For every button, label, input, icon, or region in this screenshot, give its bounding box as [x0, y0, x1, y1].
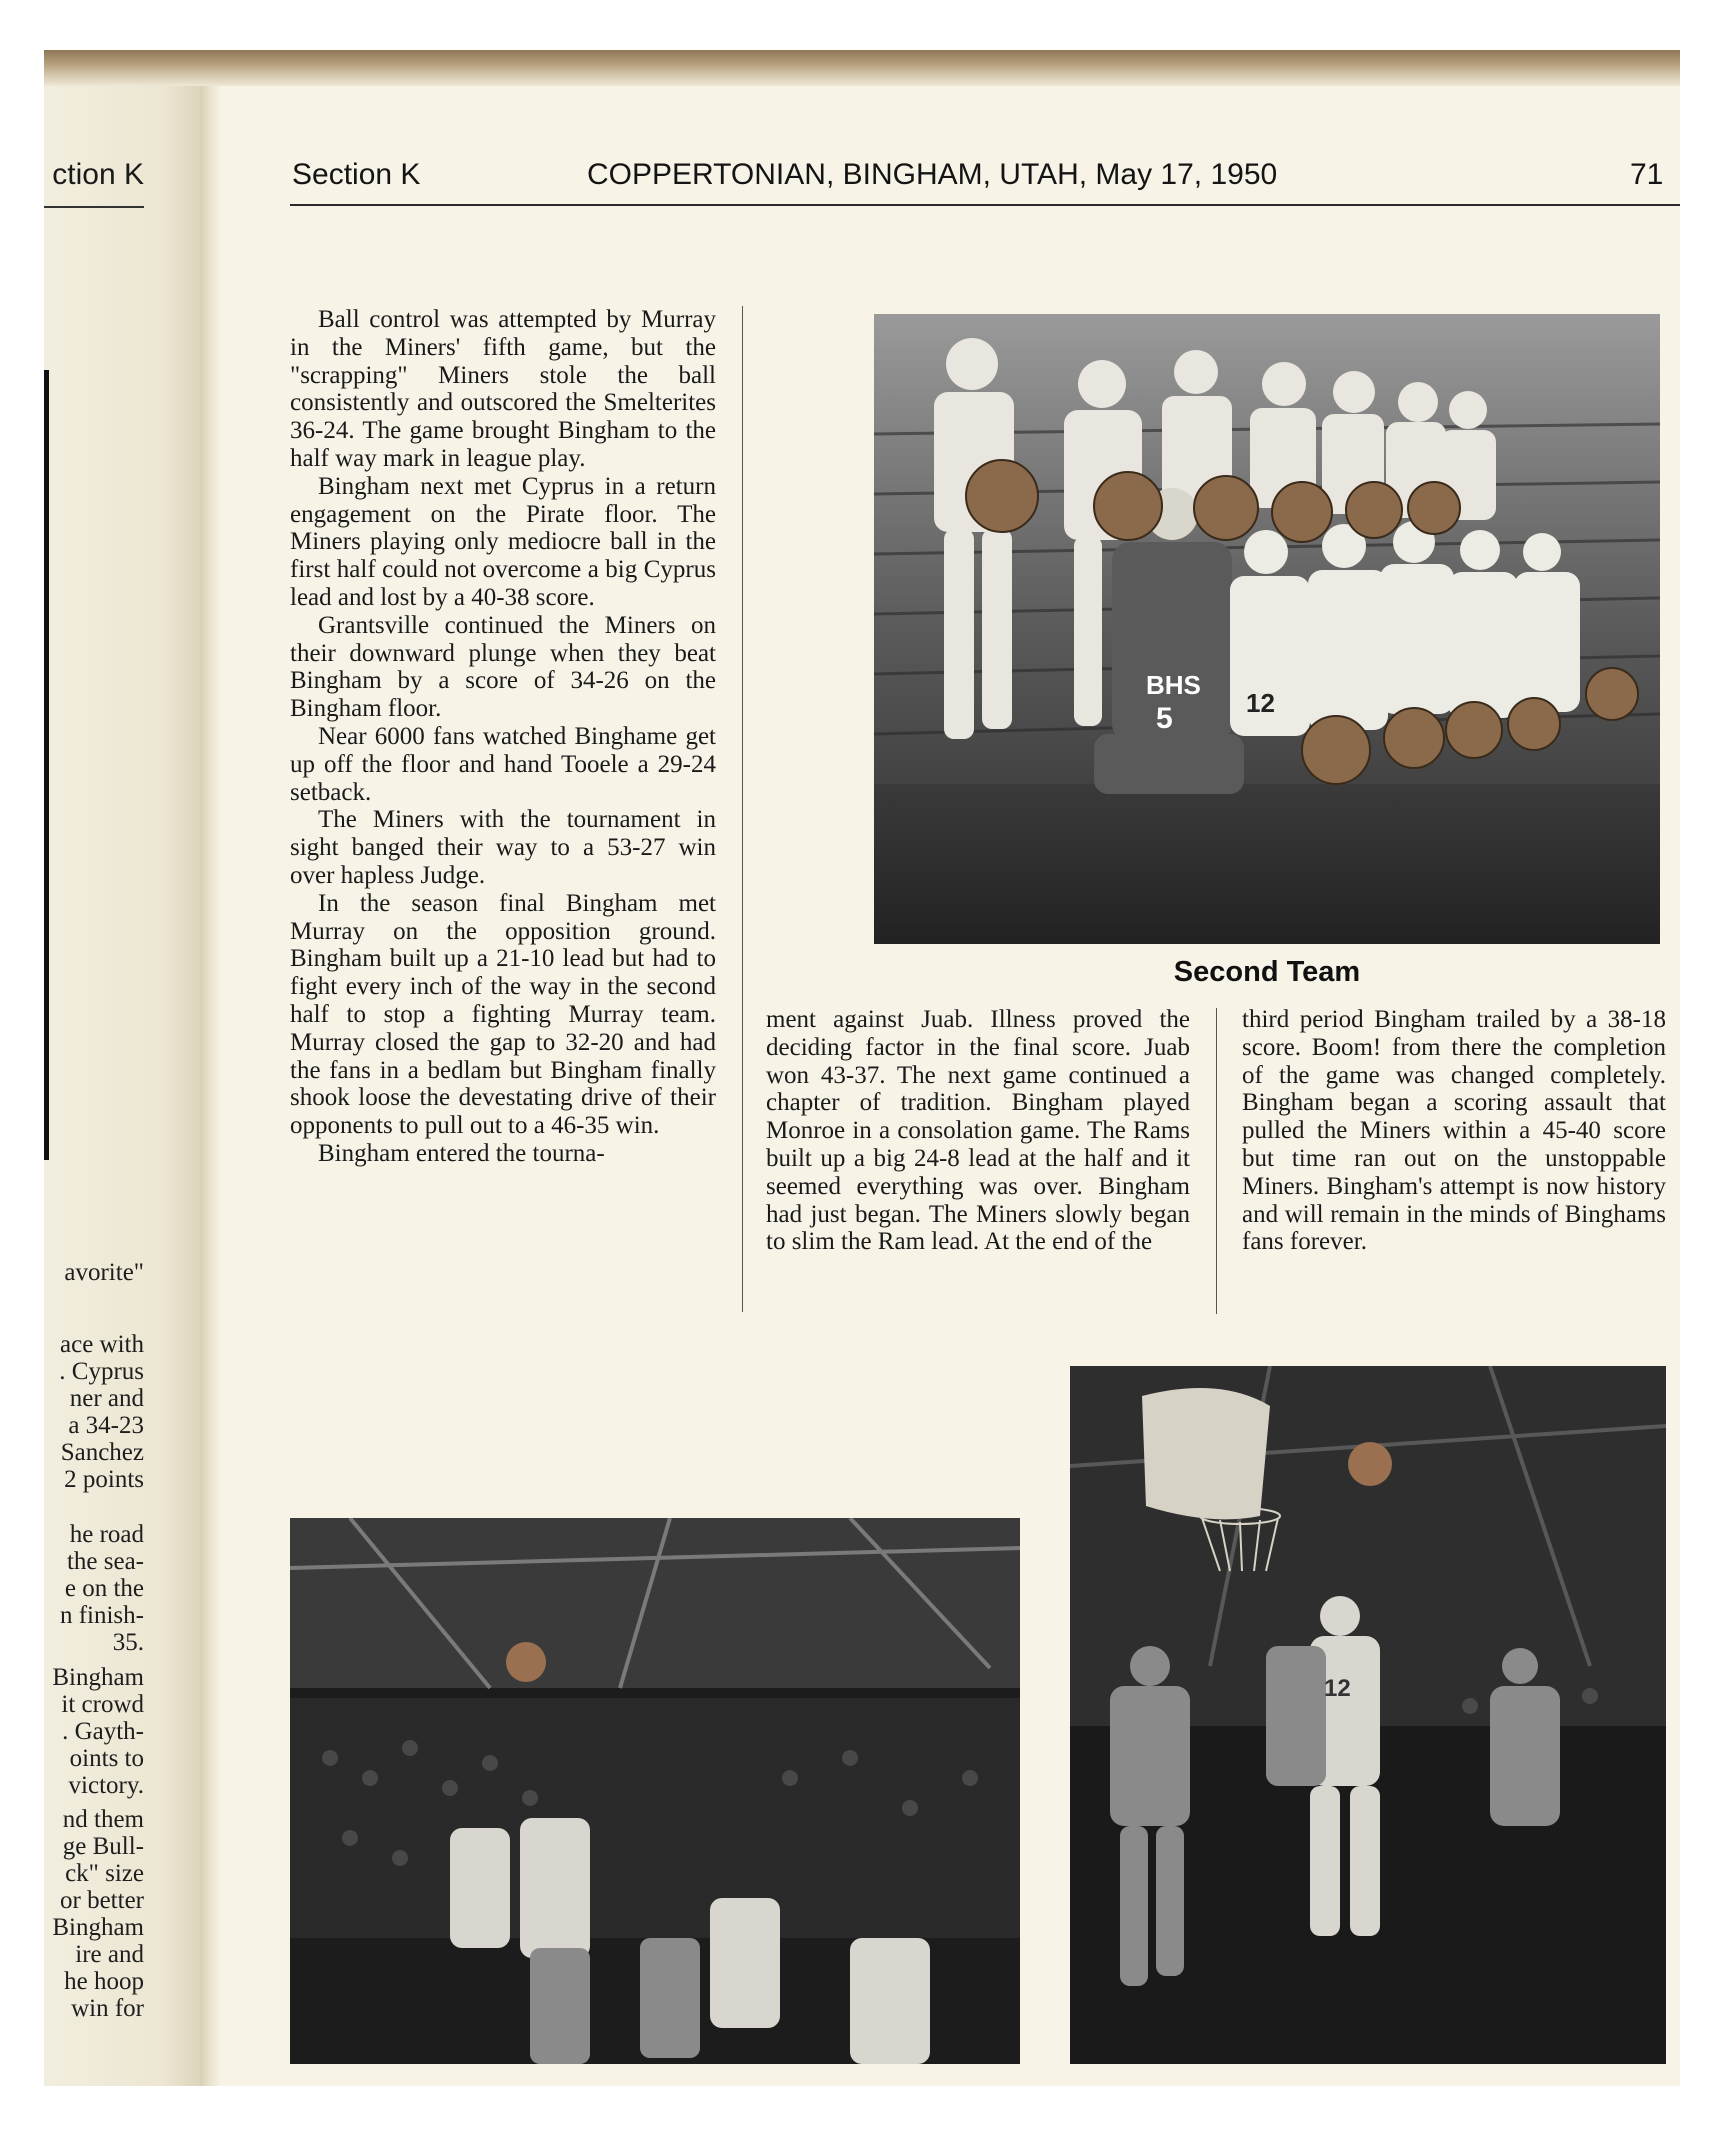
previous-page-line: a 34-23	[68, 1412, 144, 1439]
paragraph: The Miners with the tournament in sight banged their way to a 53-27 win over hapless Judge.	[290, 806, 716, 889]
column-rule	[742, 306, 743, 1312]
previous-page-column-bar	[44, 370, 49, 1160]
jersey-number: 12	[1246, 688, 1275, 718]
paragraph: ment against Juab. Illness proved the deciding factor in the final score. Juab won 43-37. The next game continued a chapter of tradition. Bingham played Monroe in a consolation game. The Rams built up a big 24-8 lead at the half and it seemed everything was over. Bingham had just began. The Miners slowly began to slim the Ram lead. At the end of the	[766, 1006, 1190, 1256]
book-gutter	[200, 86, 220, 2086]
previous-page-line: he hoop	[64, 1968, 144, 1995]
previous-page-line: avorite"	[64, 1259, 144, 1286]
game-photo-1-image	[290, 1518, 1020, 2064]
team-photo-caption: Second Team	[1173, 956, 1361, 988]
jersey-number: 12	[1324, 1675, 1351, 1702]
previous-page-line: 2 points	[64, 1466, 144, 1493]
previous-page-line: ace with	[60, 1331, 144, 1358]
previous-page-header: ction K	[52, 158, 144, 191]
paragraph: Grantsville continued the Miners on their downward plunge when they beat Bingham by a score of 34-26 on the Bingham floor.	[290, 611, 716, 723]
previous-page-header-rule	[44, 206, 144, 208]
column-rule	[1216, 1008, 1217, 1314]
previous-page-line: victory.	[68, 1772, 144, 1799]
previous-page-line: . Gayth-	[62, 1718, 144, 1745]
previous-page-line: it crowd	[61, 1691, 144, 1718]
paragraph: Ball control was attempted by Murray in the Miners' fifth game, but the "scrapping" Miners stole the ball consistently and outscored the Smelterites 36-24. The game brought Bingham to the half way mark in league play.	[290, 306, 716, 472]
paragraph: Bingham entered the tourna-	[318, 1139, 605, 1167]
previous-page-line: he road	[69, 1521, 144, 1548]
header-rule	[290, 204, 1680, 206]
paragraph: Near 6000 fans watched Binghame get up off the floor and hand Tooele a 29-24 setback.	[290, 722, 716, 806]
article-column-2	[766, 1006, 1190, 1256]
paragraph: third period Bingham trailed by a 38-18 score. Boom! from there the completion of the game was changed completely. Bingham began a scoring assault that pulled the Miners within a 45-40 score but time ran out on the unstoppable Miners. Bingham's attempt is now history and will remain in the minds of Binghams fans forever.	[1242, 1006, 1666, 1256]
previous-page-line: ner and	[69, 1385, 144, 1412]
previous-page-line: . Cyprus	[59, 1358, 144, 1385]
section-label: Section K	[292, 158, 421, 191]
team-photo-image	[874, 314, 1660, 944]
page-number: 71	[1630, 158, 1664, 191]
article-column-1	[290, 306, 716, 1168]
previous-page-line: win for	[71, 1995, 144, 2022]
jersey-letters: BHS	[1146, 670, 1201, 700]
article-column-3	[1242, 1006, 1666, 1256]
page-top-edge	[44, 50, 1680, 86]
previous-page-line: the sea-	[66, 1548, 144, 1575]
publication-line: COPPERTONIAN, BINGHAM, UTAH, May 17, 1950	[587, 158, 1278, 191]
previous-page-line: Bingham	[52, 1664, 144, 1691]
previous-page-line: or better	[60, 1887, 144, 1914]
previous-page-line: Sanchez	[60, 1439, 144, 1466]
previous-page-line: ck" size	[65, 1860, 144, 1887]
paragraph: In the season final Bingham met Murray on the opposition ground. Bingham built up a 21-10 lead but had to fight every inch of the way in the second half to stop a fighting Murray team. Murray closed the gap to 32-20 and had the fans in a bedlam but Bingham finally shook loose the devestating drive of their opponents to pull out to a 46-35 win.	[290, 889, 716, 1140]
team-photo	[874, 314, 1660, 944]
previous-page-line: Bingham	[52, 1914, 144, 1941]
previous-page-line: ge Bull-	[62, 1833, 144, 1860]
game-photo-jump-ball	[290, 1518, 1020, 2064]
jersey-number: 5	[1156, 702, 1173, 735]
game-photo-shot	[1070, 1366, 1666, 2064]
previous-page-line: n finish-	[59, 1602, 144, 1629]
previous-page-line: e on the	[64, 1575, 144, 1602]
previous-page-line: ire and	[75, 1941, 144, 1968]
previous-page-line: oints to	[69, 1745, 144, 1772]
previous-page-line: 35.	[112, 1629, 144, 1656]
previous-page-line: nd them	[62, 1806, 144, 1833]
game-photo-2-image	[1070, 1366, 1666, 2064]
paragraph: Bingham next met Cyprus in a return engagement on the Pirate floor. The Miners playing only mediocre ball in the first half could not overcome a big Cyprus lead and lost by a 40-38 score.	[290, 472, 716, 611]
